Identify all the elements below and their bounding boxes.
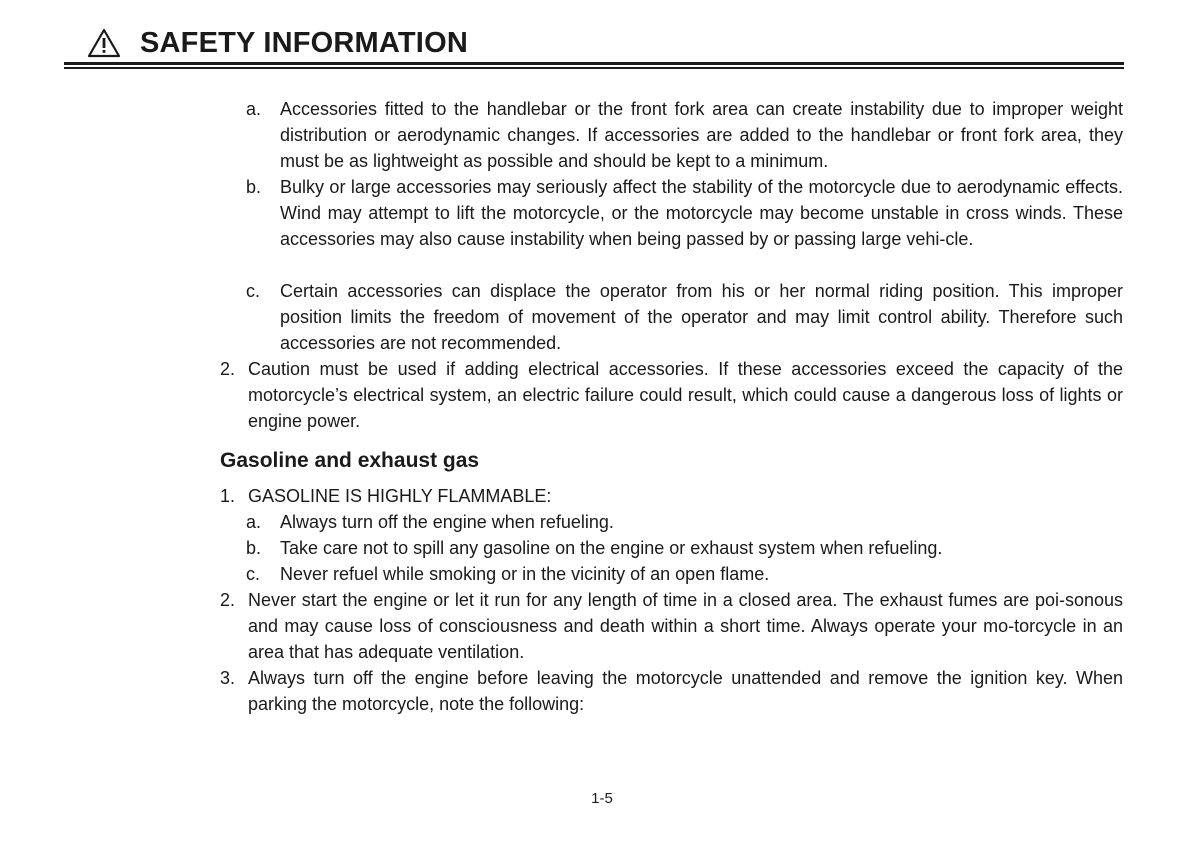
list-marker: b. [246,538,262,558]
page-number: 1-5 [591,790,613,807]
list-item-text: GASOLINE IS HIGHLY FLAMMABLE: [248,486,552,506]
list-item-text: Never start the engine or let it run for any length of time in a closed area. The exhaust fumes are poi-sonous and may cause loss of consciousness and death within a short time. Always operate your mo-torcycle in an area that has adequate ventilation. [248,590,1123,662]
list-item [246,509,1123,535]
list-item [220,587,1123,665]
list-item [246,535,1123,561]
list-item [220,483,1123,509]
list-item-text: Bulky or large accessories may seriously affect the stability of the motorcycle due to aerodynamic effects. Wind may attempt to lift the motorcycle, or the motorcycle may become unstable in cross winds. These accessories may also cause instability when being passed by or passing large vehi-cle. [280,177,1123,249]
list-item-text: Take care not to spill any gasoline on the engine or exhaust system when refueling. [280,538,943,558]
list-marker: a. [246,512,262,532]
list-marker: 2. [220,359,236,379]
section-heading: Gasoline and exhaust gas [220,449,480,472]
list-marker: 3. [220,668,236,688]
list-item-text: Caution must be used if adding electrical accessories. If these accessories exceed the capacity of the motorcycle’s electrical system, an electric failure could result, which could cause a dangerous loss of lights or engine power. [248,359,1123,431]
list-marker: a. [246,99,262,119]
list-item-text: Always turn off the engine before leaving the motorcycle unattended and remove the ignition key. When parking the motorcycle, note the following: [248,668,1123,714]
list-item [246,561,1123,587]
list-item [220,356,1123,434]
page-title: SAFETY INFORMATION [140,26,468,59]
list-marker: c. [246,564,261,584]
list-marker: 1. [220,486,236,506]
list-item [246,278,1123,356]
list-marker: c. [246,281,261,301]
list-item [246,96,1123,174]
list-marker: b. [246,177,262,197]
list-item [220,665,1123,717]
list-marker: 2. [220,590,236,610]
list-item [246,174,1123,252]
list-item-text: Certain accessories can displace the operator from his or her normal riding position. This improper position limits the freedom of movement of the operator and may limit control ability. Therefore such accessories are not recommended. [280,281,1123,353]
list-item-text: Always turn off the engine when refueling. [280,512,614,532]
list-item-text: Accessories fitted to the handlebar or the front fork area can create instability due to improper weight distribution or aerodynamic changes. If accessories are added to the handlebar or front fork area, they must be as lightweight as possible and should be kept to a minimum. [280,99,1123,171]
list-item-text: Never refuel while smoking or in the vicinity of an open flame. [280,564,770,584]
